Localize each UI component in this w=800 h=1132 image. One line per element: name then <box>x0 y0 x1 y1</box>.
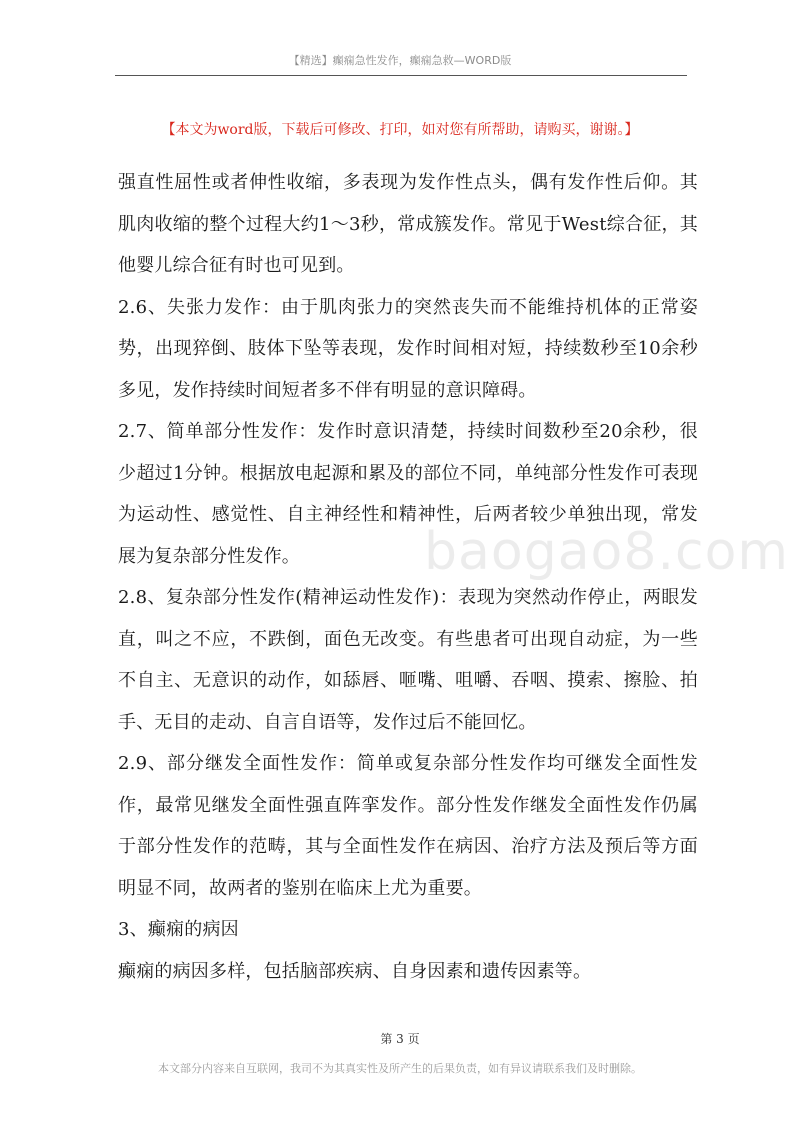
section-heading: 3、癫痫的病因 <box>118 919 239 940</box>
footer-disclaimer: 本文部分内容来自互联网，我司不为其真实性及所产生的后果负责，如有异议请联系我们及时删除。 <box>158 1062 642 1075</box>
paragraph-1: 强直性屈性或者伸性收缩，多表现为发作性点头，偶有发作性后仰。其肌肉收缩的整个过程大约1～3秒，常成簇发作。常见于West综合征，其他婴儿综合征有时也可见到。 <box>118 172 698 276</box>
paragraph-6: 癫痫的病因多样，包括脑部疾病、自身因素和遗传因素等。 <box>118 960 592 982</box>
page-number: 第 3 页 <box>380 1032 420 1046</box>
paragraph-5: 2.9、部分继发全面性发作：简单或复杂部分性发作均可继发全面性发作，最常见继发全面性强直阵挛发作。部分性发作继发全面性发作仍属于部分性发作的范畴，其与全面性发作在病因、治疗方法及预后等方面明显不同，故两者的鉴别在临床上尤为重要。 <box>118 753 698 899</box>
paragraph-4: 2.8、复杂部分性发作(精神运动性发作)：表现为突然动作停止，两眼发直，叫之不应，不跌倒，面色无改变。有些患者可出现自动症，为一些不自主、无意识的动作，如舔唇、咂嘴、咀嚼、吞咽、摸索、擦脸、拍手、无目的走动、自言自语等，发作过后不能回忆。 <box>118 587 698 733</box>
header-divider <box>115 75 687 76</box>
document-header: 【精选】癫痫急性发作，癫痫急救—WORD版 <box>288 54 512 67</box>
paragraph-2: 2.6、失张力发作：由于肌肉张力的突然丧失而不能维持机体的正常姿势，出现猝倒、肢体下坠等表现，发作时间相对短，持续数秒至10余秒多见，发作持续时间短者多不伴有明显的意识障碍。 <box>118 296 698 401</box>
download-notice: 【本文为word版，下载后可修改、打印，如对您有所帮助，请购买，谢谢。】 <box>161 122 639 138</box>
paragraph-3: 2.7、简单部分性发作：发作时意识清楚，持续时间数秒至20余秒，很少超过1分钟。根据放电起源和累及的部位不同，单纯部分性发作可表现为运动性、感觉性、自主神经性和精神性，后两者较少单独出现，常发展为复杂部分性发作。 <box>118 421 698 567</box>
watermark: baogao8.com <box>424 522 790 582</box>
